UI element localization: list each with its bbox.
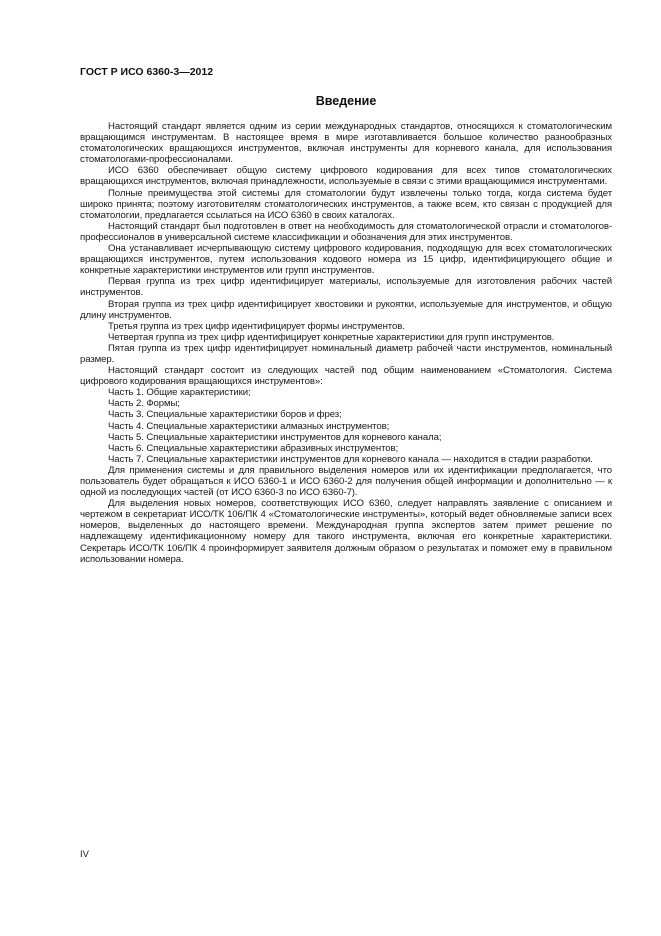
paragraph: Для применения системы и для правильного выделения номеров или их идентификации предполагается, что пользователь будет обращаться к ИСО 6360-1 и ИСО 6360-2 для получения общей информации и дополнительно — к одной из последующих частей (от ИСО 6360-3 по ИСО 6360-7). — [80, 464, 612, 499]
part-list-item: Часть 7. Специальные характеристики инструментов для корневого канала — находится в стадии разработки. — [108, 453, 593, 465]
paragraph: Для выделения новых номеров, соответствующих ИСО 6360, следует направлять заявление с описанием и чертежом в секретариат ИСО/ТК 106/ПК 4 «Стоматологические инструменты», который ведет обновляемые записи всех номеров, выделенных до настоящего времени. Международная группа экспертов затем примет решение по надлежащему идентификационному номеру для такого инструмента, включая его конкретные характеристики. Секретарь ИСО/ТК 106/ПК 4 проинформирует заявителя должным образом о результатах и поможет ему в правильном использовании номера. — [80, 498, 612, 565]
document-header-id: ГОСТ Р ИСО 6360-3—2012 — [80, 66, 214, 78]
part-list-item: Часть 4. Специальные характеристики алмазных инструментов; — [108, 420, 390, 432]
section-title: Введение — [315, 94, 377, 108]
part-list-item: Часть 1. Общие характеристики; — [108, 387, 251, 399]
paragraph: Настоящий стандарт является одним из серии международных стандартов, относящихся к стоматологическим вращающимся инструментам. В настоящее время в мире изготавливается большое количество разнообразных стоматологических вращающихся инструментов, включая инструменты для корневого канала, для использования стоматологами-профессионалами. — [80, 121, 612, 166]
part-list-item: Часть 2. Формы; — [108, 398, 180, 410]
paragraph: Настоящий стандарт был подготовлен в ответ на необходимость для стоматологической отрасли и стоматологов-профессионалов в универсальной системе классификации и обозначения для этих инструментов. — [80, 220, 612, 243]
paragraph: Она устанавливает исчерпывающую систему цифрового кодирования, подходящую для всех стоматологических вращающихся инструментов, путем использования кодового номера из 15 цифр, идентифицирующего общие и конкретные характеристики инструментов или групп инструментов. — [80, 243, 612, 277]
paragraph: Пятая группа из трех цифр идентифицирует номинальный диаметр рабочей части инструментов, номинальный размер. — [80, 342, 612, 365]
part-list-item: Часть 3. Специальные характеристики боров и фрез; — [108, 409, 342, 421]
paragraph: Полные преимущества этой системы для стоматологии будут извлечены только тогда, когда система будет широко принята; поэтому изготовителям стоматологических инструментов, а также всем, кто связан с продукцией для стоматологии, предлагается ссылаться на ИСО 6360 в своих каталогах. — [80, 187, 612, 221]
paragraph: Первая группа из трех цифр идентифицирует материалы, используемые для изготовления рабочих частей инструментов. — [80, 276, 612, 299]
page-number: IV — [80, 849, 89, 860]
paragraph: Четвертая группа из трех цифр идентифицирует конкретные характеристики для групп инструментов. — [108, 331, 555, 343]
part-list-item: Часть 6. Специальные характеристики абразивных инструментов; — [108, 442, 399, 454]
paragraph: ИСО 6360 обеспечивает общую систему цифрового кодирования для всех типов стоматологических вращающихся инструментов, включая принадлежности, используемые в связи с этими вращающимися инструментами. — [80, 165, 612, 188]
document-body — [80, 121, 612, 565]
part-list-item: Часть 5. Специальные характеристики инструментов для корневого канала; — [108, 431, 442, 443]
paragraph: Вторая группа из трех цифр идентифицирует хвостовики и рукоятки, используемые для инструментов, и общую длину инструментов. — [80, 298, 612, 321]
paragraph: Третья группа из трех цифр идентифицирует формы инструментов. — [108, 320, 405, 332]
paragraph: Настоящий стандарт состоит из следующих частей под общим наименованием «Стоматология. Система цифрового кодирования вращающихся инструментов»: — [80, 365, 612, 388]
